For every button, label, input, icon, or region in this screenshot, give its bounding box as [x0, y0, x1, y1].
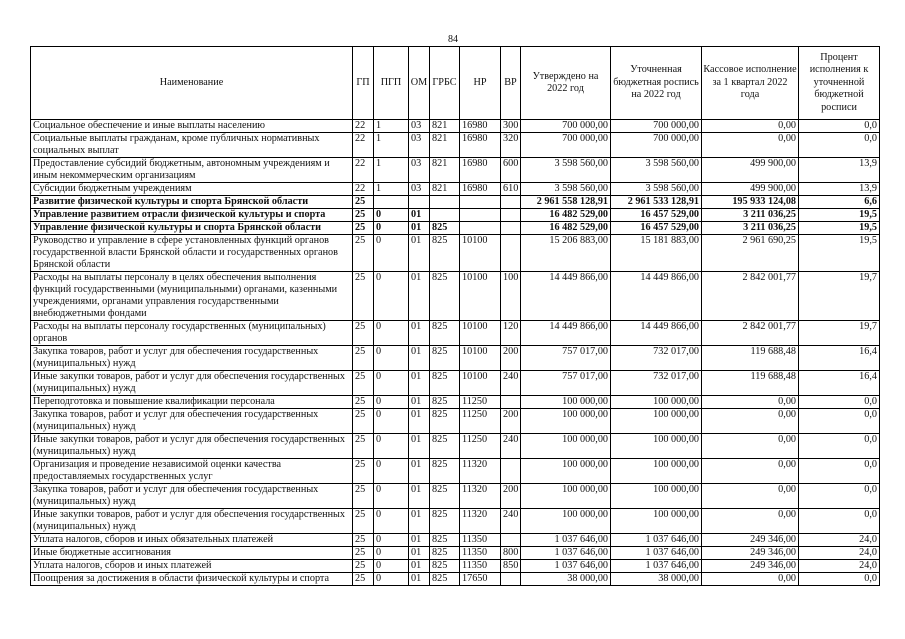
cell-gp: 25 — [353, 346, 374, 371]
table-row — [31, 235, 880, 272]
cell-refined: 100 000,00 — [611, 484, 702, 509]
cell-name: Иные закупки товаров, работ и услуг для обеспечения государственных (муниципальных) нужд — [31, 371, 353, 396]
cell-vr — [501, 573, 521, 586]
cell-om: 01 — [409, 509, 430, 534]
cell-percent: 13,9 — [799, 158, 880, 183]
cell-vr: 200 — [501, 409, 521, 434]
table-row — [31, 459, 880, 484]
cell-grbs — [430, 196, 460, 209]
cell-executed: 0,00 — [702, 434, 799, 459]
table-row — [31, 133, 880, 158]
cell-om: 03 — [409, 158, 430, 183]
cell-vr — [501, 396, 521, 409]
cell-pgp: 0 — [374, 547, 409, 560]
cell-pgp: 0 — [374, 346, 409, 371]
cell-gp: 25 — [353, 547, 374, 560]
table-row — [31, 409, 880, 434]
cell-refined: 38 000,00 — [611, 573, 702, 586]
cell-refined: 1 037 646,00 — [611, 547, 702, 560]
cell-percent: 6,6 — [799, 196, 880, 209]
cell-om: 01 — [409, 409, 430, 434]
cell-pgp: 1 — [374, 183, 409, 196]
cell-om: 01 — [409, 272, 430, 321]
cell-executed: 2 961 690,25 — [702, 235, 799, 272]
cell-name: Переподготовка и повышение квалификации персонала — [31, 396, 353, 409]
cell-nr: 16980 — [460, 158, 501, 183]
cell-name: Уплата налогов, сборов и иных обязательных платежей — [31, 534, 353, 547]
cell-executed: 2 842 001,77 — [702, 272, 799, 321]
table-row — [31, 509, 880, 534]
cell-vr — [501, 534, 521, 547]
cell-refined: 100 000,00 — [611, 459, 702, 484]
cell-vr: 240 — [501, 509, 521, 534]
cell-grbs: 825 — [430, 573, 460, 586]
cell-om: 01 — [409, 484, 430, 509]
cell-approved: 100 000,00 — [521, 459, 611, 484]
cell-name: Предоставление субсидий бюджетным, автономным учреждениям и иным некоммерческим организациям — [31, 158, 353, 183]
cell-name: Развитие физической культуры и спорта Брянской области — [31, 196, 353, 209]
cell-vr: 800 — [501, 547, 521, 560]
cell-percent: 19,7 — [799, 321, 880, 346]
cell-percent: 0,0 — [799, 396, 880, 409]
cell-om: 01 — [409, 222, 430, 235]
cell-vr: 240 — [501, 434, 521, 459]
cell-percent: 24,0 — [799, 547, 880, 560]
cell-name: Расходы на выплаты персоналу в целях обеспечения выполнения функций государственными (муниципальными) органами, казенными учреждениями, органами управления государственными внебюджетными фондами — [31, 272, 353, 321]
cell-approved: 16 482 529,00 — [521, 209, 611, 222]
table-body — [31, 120, 880, 586]
cell-om: 03 — [409, 120, 430, 133]
cell-approved: 757 017,00 — [521, 371, 611, 396]
cell-executed: 3 211 036,25 — [702, 209, 799, 222]
table-row — [31, 346, 880, 371]
cell-vr — [501, 235, 521, 272]
header-om: ОМ — [409, 47, 430, 120]
cell-approved: 14 449 866,00 — [521, 272, 611, 321]
cell-gp: 22 — [353, 133, 374, 158]
cell-nr: 11320 — [460, 484, 501, 509]
cell-executed: 0,00 — [702, 133, 799, 158]
cell-vr — [501, 459, 521, 484]
cell-grbs: 825 — [430, 396, 460, 409]
cell-executed: 119 688,48 — [702, 346, 799, 371]
cell-pgp: 0 — [374, 573, 409, 586]
cell-grbs: 821 — [430, 133, 460, 158]
cell-approved: 15 206 883,00 — [521, 235, 611, 272]
cell-name: Иные бюджетные ассигнования — [31, 547, 353, 560]
table-row — [31, 209, 880, 222]
cell-percent: 16,4 — [799, 346, 880, 371]
cell-refined: 14 449 866,00 — [611, 321, 702, 346]
cell-grbs: 821 — [430, 120, 460, 133]
cell-approved: 1 037 646,00 — [521, 534, 611, 547]
budget-table — [30, 46, 880, 586]
cell-approved: 16 482 529,00 — [521, 222, 611, 235]
cell-name: Субсидии бюджетным учреждениям — [31, 183, 353, 196]
cell-name: Уплата налогов, сборов и иных платежей — [31, 560, 353, 573]
cell-nr: 11320 — [460, 459, 501, 484]
cell-om: 01 — [409, 371, 430, 396]
cell-executed: 0,00 — [702, 120, 799, 133]
table-row — [31, 222, 880, 235]
cell-gp: 25 — [353, 272, 374, 321]
cell-nr: 17650 — [460, 573, 501, 586]
cell-gp: 22 — [353, 120, 374, 133]
page-number: 84 — [448, 34, 458, 45]
cell-gp: 22 — [353, 158, 374, 183]
cell-refined: 100 000,00 — [611, 434, 702, 459]
cell-pgp: 0 — [374, 509, 409, 534]
cell-pgp: 0 — [374, 235, 409, 272]
cell-approved: 100 000,00 — [521, 509, 611, 534]
cell-refined: 16 457 529,00 — [611, 222, 702, 235]
cell-gp: 25 — [353, 371, 374, 396]
table-row — [31, 547, 880, 560]
cell-approved: 700 000,00 — [521, 133, 611, 158]
cell-refined: 700 000,00 — [611, 120, 702, 133]
cell-om: 01 — [409, 235, 430, 272]
cell-pgp: 0 — [374, 396, 409, 409]
cell-executed: 0,00 — [702, 573, 799, 586]
cell-om: 03 — [409, 183, 430, 196]
cell-refined: 15 181 883,00 — [611, 235, 702, 272]
cell-percent: 24,0 — [799, 560, 880, 573]
cell-nr: 16980 — [460, 120, 501, 133]
header-percent: Процент исполнения к уточненной бюджетной росписи — [799, 47, 880, 120]
cell-refined: 1 037 646,00 — [611, 534, 702, 547]
table-row — [31, 396, 880, 409]
cell-grbs: 821 — [430, 183, 460, 196]
cell-nr: 11350 — [460, 547, 501, 560]
cell-approved: 100 000,00 — [521, 396, 611, 409]
cell-name: Социальные выплаты гражданам, кроме публичных нормативных социальных выплат — [31, 133, 353, 158]
cell-executed: 0,00 — [702, 509, 799, 534]
cell-percent: 0,0 — [799, 484, 880, 509]
table-row — [31, 272, 880, 321]
cell-grbs: 825 — [430, 509, 460, 534]
cell-om: 01 — [409, 547, 430, 560]
table-row — [31, 484, 880, 509]
cell-pgp: 0 — [374, 272, 409, 321]
cell-om: 03 — [409, 133, 430, 158]
cell-pgp: 0 — [374, 434, 409, 459]
cell-refined: 100 000,00 — [611, 409, 702, 434]
cell-vr: 100 — [501, 272, 521, 321]
cell-name: Закупка товаров, работ и услуг для обеспечения государственных (муниципальных) нужд — [31, 409, 353, 434]
cell-percent: 0,0 — [799, 573, 880, 586]
cell-gp: 25 — [353, 484, 374, 509]
cell-pgp: 0 — [374, 222, 409, 235]
cell-name: Поощрения за достижения в области физической культуры и спорта — [31, 573, 353, 586]
cell-grbs: 825 — [430, 346, 460, 371]
cell-nr: 11350 — [460, 534, 501, 547]
cell-approved: 100 000,00 — [521, 434, 611, 459]
cell-percent: 19,7 — [799, 272, 880, 321]
cell-executed: 499 900,00 — [702, 158, 799, 183]
cell-nr: 11250 — [460, 409, 501, 434]
cell-refined: 1 037 646,00 — [611, 560, 702, 573]
cell-name: Организация и проведение независимой оценки качества предоставляемых государственных услуг — [31, 459, 353, 484]
cell-nr: 10100 — [460, 371, 501, 396]
cell-grbs: 825 — [430, 560, 460, 573]
cell-executed: 249 346,00 — [702, 547, 799, 560]
cell-nr — [460, 209, 501, 222]
cell-vr: 610 — [501, 183, 521, 196]
header-executed: Кассовое исполнение за 1 квартал 2022 года — [702, 47, 799, 120]
cell-percent: 13,9 — [799, 183, 880, 196]
cell-executed: 3 211 036,25 — [702, 222, 799, 235]
cell-executed: 0,00 — [702, 459, 799, 484]
cell-grbs: 825 — [430, 321, 460, 346]
cell-approved: 3 598 560,00 — [521, 183, 611, 196]
cell-pgp: 0 — [374, 484, 409, 509]
cell-executed: 0,00 — [702, 409, 799, 434]
cell-grbs: 825 — [430, 272, 460, 321]
cell-refined: 700 000,00 — [611, 133, 702, 158]
cell-approved: 38 000,00 — [521, 573, 611, 586]
cell-pgp: 1 — [374, 120, 409, 133]
cell-refined: 2 961 533 128,91 — [611, 196, 702, 209]
cell-gp: 25 — [353, 509, 374, 534]
cell-om: 01 — [409, 346, 430, 371]
cell-grbs: 821 — [430, 158, 460, 183]
cell-approved: 757 017,00 — [521, 346, 611, 371]
cell-percent: 0,0 — [799, 509, 880, 534]
cell-om: 01 — [409, 209, 430, 222]
cell-gp: 25 — [353, 459, 374, 484]
cell-executed: 0,00 — [702, 484, 799, 509]
cell-nr: 10100 — [460, 272, 501, 321]
cell-nr: 11320 — [460, 509, 501, 534]
cell-om — [409, 196, 430, 209]
cell-gp: 25 — [353, 209, 374, 222]
cell-name: Управление развитием отрасли физической культуры и спорта — [31, 209, 353, 222]
cell-vr: 240 — [501, 371, 521, 396]
cell-name: Иные закупки товаров, работ и услуг для обеспечения государственных (муниципальных) нужд — [31, 434, 353, 459]
cell-nr: 11350 — [460, 560, 501, 573]
cell-percent: 0,0 — [799, 409, 880, 434]
cell-pgp: 0 — [374, 560, 409, 573]
cell-pgp: 0 — [374, 209, 409, 222]
cell-name: Закупка товаров, работ и услуг для обеспечения государственных (муниципальных) нужд — [31, 484, 353, 509]
cell-om: 01 — [409, 396, 430, 409]
cell-om: 01 — [409, 534, 430, 547]
table-header-row — [31, 47, 880, 120]
cell-pgp: 0 — [374, 409, 409, 434]
cell-vr — [501, 209, 521, 222]
cell-grbs: 825 — [430, 409, 460, 434]
cell-pgp: 1 — [374, 158, 409, 183]
cell-approved: 1 037 646,00 — [521, 547, 611, 560]
cell-approved: 2 961 558 128,91 — [521, 196, 611, 209]
cell-gp: 25 — [353, 321, 374, 346]
cell-name: Иные закупки товаров, работ и услуг для обеспечения государственных (муниципальных) нужд — [31, 509, 353, 534]
cell-grbs — [430, 209, 460, 222]
cell-grbs: 825 — [430, 459, 460, 484]
cell-executed: 2 842 001,77 — [702, 321, 799, 346]
cell-gp: 25 — [353, 235, 374, 272]
cell-nr — [460, 222, 501, 235]
cell-executed: 499 900,00 — [702, 183, 799, 196]
cell-gp: 25 — [353, 434, 374, 459]
cell-nr: 16980 — [460, 183, 501, 196]
table-row — [31, 573, 880, 586]
cell-refined: 100 000,00 — [611, 509, 702, 534]
cell-gp: 25 — [353, 534, 374, 547]
cell-executed: 0,00 — [702, 396, 799, 409]
cell-gp: 25 — [353, 560, 374, 573]
cell-vr — [501, 222, 521, 235]
cell-percent: 16,4 — [799, 371, 880, 396]
cell-name: Расходы на выплаты персоналу государственных (муниципальных) органов — [31, 321, 353, 346]
cell-vr: 120 — [501, 321, 521, 346]
cell-gp: 22 — [353, 183, 374, 196]
cell-name: Руководство и управление в сфере установленных функций органов государственной власти Брянской области и государственных органов Брянской области — [31, 235, 353, 272]
cell-vr: 320 — [501, 133, 521, 158]
cell-approved: 100 000,00 — [521, 484, 611, 509]
cell-vr — [501, 196, 521, 209]
cell-pgp — [374, 196, 409, 209]
header-vr: ВР — [501, 47, 521, 120]
cell-vr: 200 — [501, 346, 521, 371]
cell-refined: 3 598 560,00 — [611, 183, 702, 196]
cell-approved: 700 000,00 — [521, 120, 611, 133]
cell-refined: 16 457 529,00 — [611, 209, 702, 222]
cell-refined: 14 449 866,00 — [611, 272, 702, 321]
cell-name: Социальное обеспечение и иные выплаты населению — [31, 120, 353, 133]
table-row — [31, 434, 880, 459]
cell-percent: 0,0 — [799, 434, 880, 459]
cell-name: Управление физической культуры и спорта Брянской области — [31, 222, 353, 235]
cell-percent: 24,0 — [799, 534, 880, 547]
cell-percent: 19,5 — [799, 222, 880, 235]
cell-percent: 19,5 — [799, 235, 880, 272]
cell-percent: 0,0 — [799, 459, 880, 484]
cell-percent: 0,0 — [799, 133, 880, 158]
cell-approved: 3 598 560,00 — [521, 158, 611, 183]
cell-gp: 25 — [353, 573, 374, 586]
cell-grbs: 825 — [430, 222, 460, 235]
cell-gp: 25 — [353, 409, 374, 434]
cell-percent: 0,0 — [799, 120, 880, 133]
cell-gp: 25 — [353, 196, 374, 209]
header-grbs: ГРБС — [430, 47, 460, 120]
cell-om: 01 — [409, 321, 430, 346]
cell-nr: 11250 — [460, 434, 501, 459]
cell-nr — [460, 196, 501, 209]
cell-om: 01 — [409, 434, 430, 459]
cell-refined: 732 017,00 — [611, 346, 702, 371]
cell-name: Закупка товаров, работ и услуг для обеспечения государственных (муниципальных) нужд — [31, 346, 353, 371]
header-name: Наименование — [31, 47, 353, 120]
cell-grbs: 825 — [430, 371, 460, 396]
table-row — [31, 534, 880, 547]
header-pgp: ПГП — [374, 47, 409, 120]
cell-nr: 16980 — [460, 133, 501, 158]
cell-nr: 11250 — [460, 396, 501, 409]
table-row — [31, 321, 880, 346]
cell-om: 01 — [409, 573, 430, 586]
header-gp: ГП — [353, 47, 374, 120]
cell-gp: 25 — [353, 222, 374, 235]
cell-nr: 10100 — [460, 235, 501, 272]
cell-refined: 3 598 560,00 — [611, 158, 702, 183]
cell-nr: 10100 — [460, 321, 501, 346]
cell-om: 01 — [409, 560, 430, 573]
table-row — [31, 158, 880, 183]
cell-approved: 100 000,00 — [521, 409, 611, 434]
cell-grbs: 825 — [430, 534, 460, 547]
cell-nr: 10100 — [460, 346, 501, 371]
header-refined: Уточненная бюджетная роспись на 2022 год — [611, 47, 702, 120]
cell-vr: 300 — [501, 120, 521, 133]
header-nr: НР — [460, 47, 501, 120]
table-row — [31, 196, 880, 209]
table-row — [31, 120, 880, 133]
cell-percent: 19,5 — [799, 209, 880, 222]
cell-grbs: 825 — [430, 235, 460, 272]
cell-pgp: 0 — [374, 321, 409, 346]
table-row — [31, 560, 880, 573]
cell-grbs: 825 — [430, 434, 460, 459]
cell-approved: 14 449 866,00 — [521, 321, 611, 346]
cell-executed: 195 933 124,08 — [702, 196, 799, 209]
cell-executed: 119 688,48 — [702, 371, 799, 396]
cell-pgp: 0 — [374, 371, 409, 396]
cell-grbs: 825 — [430, 547, 460, 560]
cell-pgp: 0 — [374, 459, 409, 484]
header-approved: Утверждено на 2022 год — [521, 47, 611, 120]
table-row — [31, 183, 880, 196]
table-row — [31, 371, 880, 396]
cell-approved: 1 037 646,00 — [521, 560, 611, 573]
cell-executed: 249 346,00 — [702, 534, 799, 547]
cell-executed: 249 346,00 — [702, 560, 799, 573]
cell-pgp: 0 — [374, 534, 409, 547]
cell-vr: 600 — [501, 158, 521, 183]
cell-grbs: 825 — [430, 484, 460, 509]
cell-gp: 25 — [353, 396, 374, 409]
cell-refined: 100 000,00 — [611, 396, 702, 409]
cell-refined: 732 017,00 — [611, 371, 702, 396]
cell-pgp: 1 — [374, 133, 409, 158]
cell-om: 01 — [409, 459, 430, 484]
cell-vr: 850 — [501, 560, 521, 573]
cell-vr: 200 — [501, 484, 521, 509]
